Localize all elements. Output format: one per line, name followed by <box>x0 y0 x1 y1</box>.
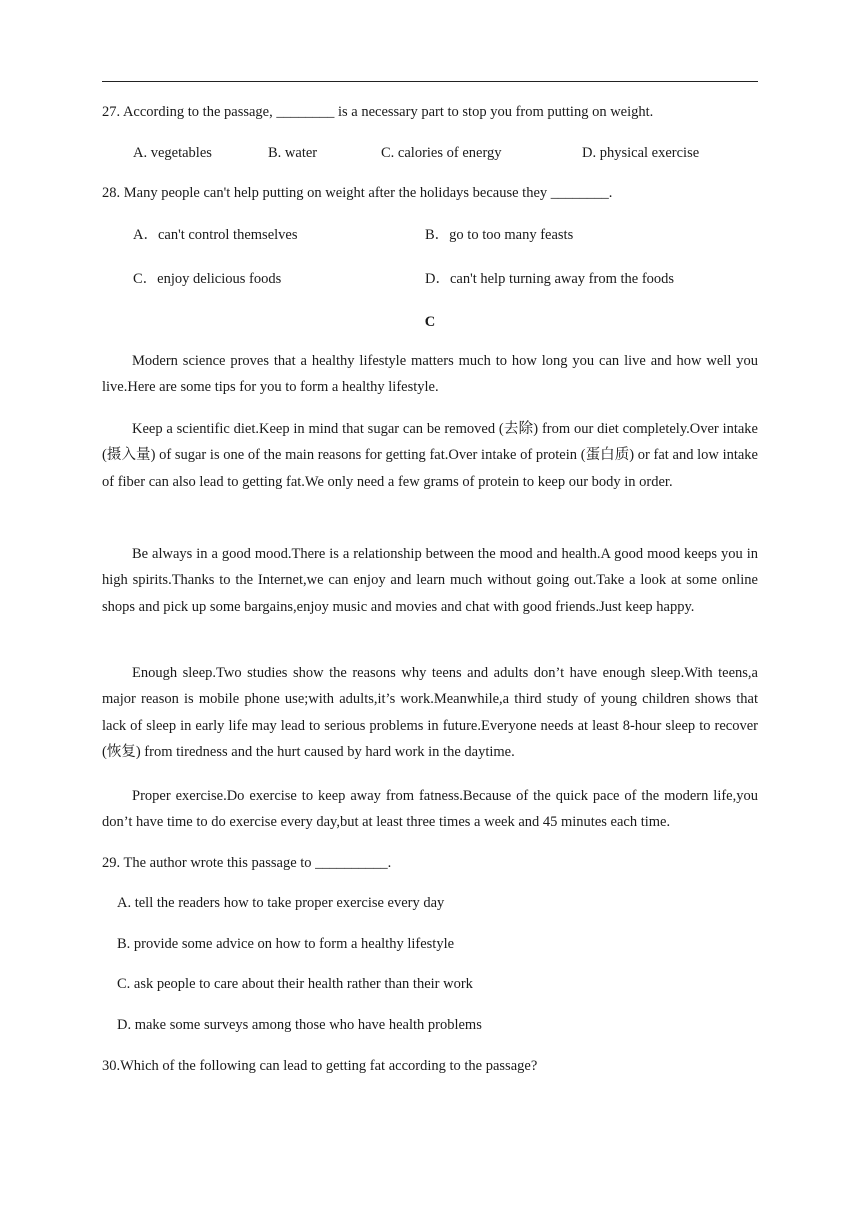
question-27-option-c[interactable]: C. calories of energy <box>381 145 502 161</box>
passage-paragraph-diet: Keep a scientific diet.Keep in mind that sugar can be removed (去除) from our diet completely.Over intake (摄入量) of sugar is one of the main reasons for getting fat.Over intake of protein (蛋白质) or fat and low intake of fiber can also lead to getting fat.We only need a few grams of protein to keep our body in order. <box>102 421 758 490</box>
question-27-option-a[interactable]: A. vegetables <box>133 145 212 161</box>
question-30-stem: 30.Which of the following can lead to getting fat according to the passage? <box>102 1058 538 1074</box>
question-29-option-c[interactable]: C. ask people to care about their health rather than their work <box>117 976 473 992</box>
passage-paragraph-intro: Modern science proves that a healthy lifestyle matters much to how long you can live and how well you live.Here are some tips for you to form a healthy lifestyle. <box>102 353 758 396</box>
question-28-option-d[interactable]: D．can't help turning away from the foods <box>425 271 675 287</box>
question-28-stem: 28. Many people can't help putting on weight after the holidays because they ________. <box>102 185 613 201</box>
question-27-option-b[interactable]: B. water <box>268 145 318 161</box>
question-29-option-b[interactable]: B. provide some advice on how to form a healthy lifestyle <box>117 936 455 952</box>
question-28-option-b[interactable]: B．go to too many feasts <box>425 227 574 243</box>
question-29-option-a[interactable]: A. tell the readers how to take proper exercise every day <box>117 895 445 911</box>
question-28-option-a[interactable]: A．can't control themselves <box>133 227 298 243</box>
header-rule <box>102 81 758 82</box>
section-label: C <box>424 314 436 330</box>
passage-paragraph-sleep: Enough sleep.Two studies show the reasons why teens and adults don’t have enough sleep.With teens,a major reason is mobile phone use;with adults,it’s work.Meanwhile,a third study of young children shows that lack of sleep in early life may lead to serious problems in future.Everyone needs at least 8-hour sleep to recover (恢复) from tiredness and the hurt caused by hard work in the daytime. <box>102 665 758 760</box>
question-28-option-c[interactable]: C．enjoy delicious foods <box>133 271 282 287</box>
question-27-option-d[interactable]: D. physical exercise <box>582 145 700 161</box>
question-27-stem: 27. According to the passage, ________ is a necessary part to stop you from putting on weight. <box>102 104 654 120</box>
passage-paragraph-mood: Be always in a good mood.There is a relationship between the mood and health.A good mood keeps you in high spirits.Thanks to the Internet,we can enjoy and learn much without going out.Take a look at some online shops and pick up some bargains,enjoy music and movies and chat with good friends.Just keep happy. <box>102 546 758 615</box>
question-29-option-d[interactable]: D. make some surveys among those who have health problems <box>117 1017 482 1033</box>
passage-paragraph-exercise: Proper exercise.Do exercise to keep away from fatness.Because of the quick pace of the modern life,you don’t have time to do exercise every day,but at least three times a week and 45 minutes each time. <box>102 788 758 831</box>
question-29-stem: 29. The author wrote this passage to __________. <box>102 855 392 871</box>
